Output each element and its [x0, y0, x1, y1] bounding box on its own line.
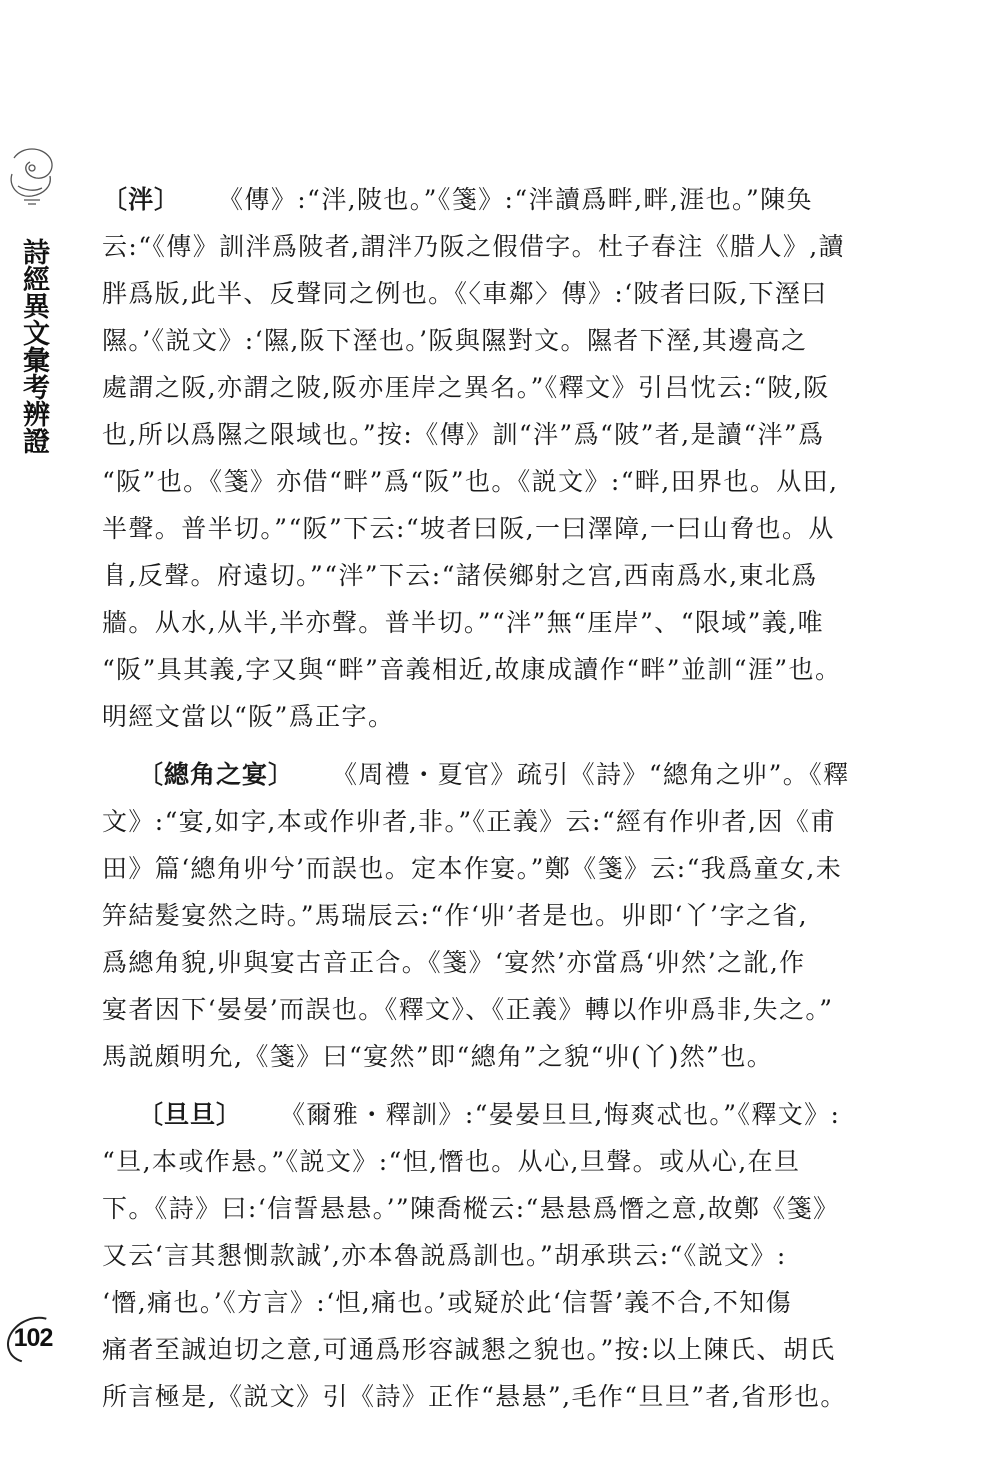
- main-text: [102, 176, 854, 1420]
- text-line: 也,所以爲隰之限域也。”按:《傳》訓“泮”爲“陂”者,是讀“泮”爲: [102, 420, 825, 449]
- running-title: 詩經異文彙考辨證: [18, 238, 49, 454]
- text-line: 所言極是,《説文》引《詩》正作“悬悬”,毛作“旦旦”者,省形也。: [102, 1382, 847, 1411]
- text-line: 爲總角貌,丱與宴古音正合。《箋》‘宴然’亦當爲‘丱然’之訛,作: [102, 948, 806, 977]
- text-line: [102, 751, 854, 798]
- text-line: 胖爲版,此半、反聲同之例也。《〈車鄰〉傳》:‘陂者曰阪,下溼曰: [102, 279, 828, 308]
- text-line: 宴者因下‘晏晏’而誤也。《釋文》、《正義》轉以作丱爲非,失之。”: [102, 995, 834, 1024]
- line-text: 《周禮・夏官》疏引《詩》“總角之丱”。《釋: [332, 760, 850, 789]
- text-line: “旦,本或作悬。”《説文》:“怛,憯也。从心,旦聲。或从心,在旦: [102, 1147, 801, 1176]
- entry-zongjiao-zhi-yan: [102, 751, 854, 1080]
- text-line: ‘憯,痛也。’《方言》:‘怛,痛也。’或疑於此‘信誓’義不合,不知傷: [102, 1288, 793, 1317]
- page-number: 102: [13, 1324, 53, 1352]
- text-line: 明經文當以“阪”爲正字。: [102, 702, 395, 731]
- text-line: 文》:“宴,如字,本或作丱者,非。”《正義》云:“經有作丱者,因《甫: [102, 807, 837, 836]
- line-text: 《爾雅・釋訓》:“晏晏旦旦,悔爽忒也。”《釋文》:: [280, 1100, 841, 1129]
- text-line: 牆。从水,从半,半亦聲。普半切。”“泮”無“厓岸”、“限域”義,唯: [102, 608, 825, 637]
- line-text: 《傳》:“泮,陂也。”《箋》:“泮讀爲畔,畔,涯也。”陳奂: [218, 185, 813, 214]
- text-line: [102, 176, 854, 223]
- text-line: 𨸏,反聲。府遠切。”“泮”下云:“諸侯鄉射之宫,西南爲水,東北爲: [102, 561, 818, 590]
- text-line: [102, 1091, 854, 1138]
- entry-headword: 〔旦旦〕: [138, 1100, 243, 1129]
- entry-headword: 〔總角之宴〕: [138, 760, 295, 789]
- entry-pan: [102, 176, 854, 740]
- text-line: 笄結髮宴然之時。”馬瑞辰云:“作‘丱’者是也。丱即‘丫’字之省,: [102, 901, 809, 930]
- text-line: 下。《詩》曰:‘信誓悬悬。’”陳喬樅云:“悬悬爲憯之意,故鄭《箋》: [102, 1194, 840, 1223]
- text-line: 半聲。普半切。”“阪”下云:“坡者曰阪,一曰澤障,一曰山脅也。从: [102, 514, 835, 543]
- text-line: “阪”也。《箋》亦借“畔”爲“阪”也。《説文》:“畔,田界也。从田,: [102, 467, 839, 496]
- text-line: 云:“《傳》訓泮爲陂者,謂泮乃阪之假借字。杜子春注《腊人》,讀: [102, 232, 845, 261]
- entry-dandan: [102, 1091, 854, 1420]
- text-line: “阪”具其義,字又與“畔”音義相近,故康成讀作“畔”並訓“涯”也。: [102, 655, 842, 684]
- text-line: 痛者至誠迫切之意,可通爲形容誠懇之貌也。”按:以上陳氏、胡氏: [102, 1335, 836, 1364]
- text-line: 隰。’《説文》:‘隰,阪下溼也。’阪與隰對文。隰者下溼,其邊高之: [102, 326, 808, 355]
- text-line: 田》篇‘總角丱兮’而誤也。定本作宴。”鄭《箋》云:“我爲童女,未: [102, 854, 843, 883]
- decorative-ornament-icon: [4, 140, 60, 212]
- text-line: 馬説頗明允,《箋》曰“宴然”即“總角”之貌“丱(丫)然”也。: [102, 1042, 774, 1071]
- text-line: 又云‘言其懇惻款誠’,亦本魯説爲訓也。”胡承珙云:“《説文》:: [102, 1241, 787, 1270]
- text-line: 處謂之阪,亦謂之陂,阪亦厓岸之異名。”《釋文》引吕忱云:“陂,阪: [102, 373, 830, 402]
- entry-headword: 〔泮〕: [102, 185, 181, 214]
